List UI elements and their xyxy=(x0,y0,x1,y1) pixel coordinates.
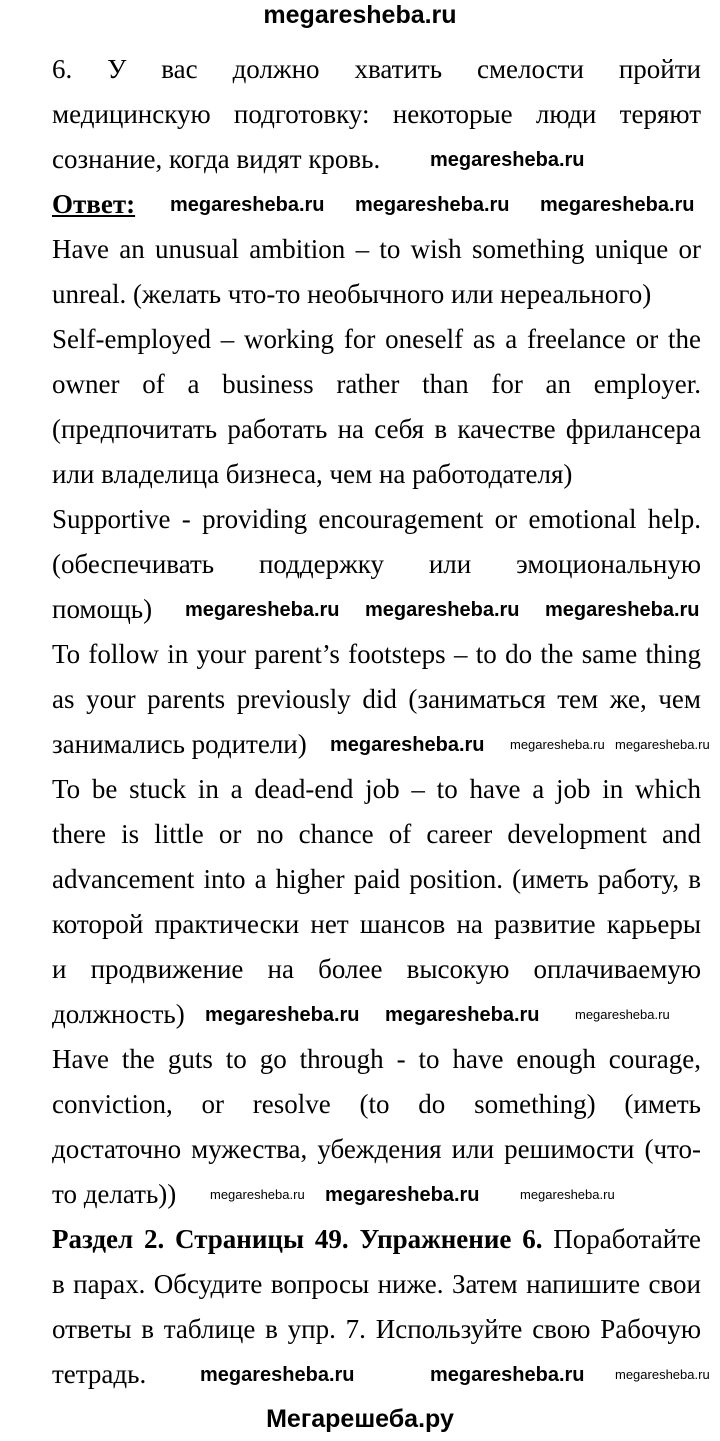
text-line xyxy=(52,92,701,137)
text-line xyxy=(52,47,701,92)
line-text: в парах. Обсудите вопросы ниже. Затем напишите свои xyxy=(52,1269,701,1299)
watermark: megaresheba.ru xyxy=(185,599,340,621)
line-text: (обеспечивать поддержку или эмоциональную xyxy=(52,549,701,579)
text-line xyxy=(52,632,701,677)
text-line xyxy=(52,542,701,587)
text-line xyxy=(52,227,701,272)
text-line xyxy=(52,272,701,317)
line-text: To be stuck in a dead-end job – to have a job in which xyxy=(52,774,701,804)
line-text: помощь) xyxy=(52,594,153,624)
text-line xyxy=(52,1082,701,1127)
text-line xyxy=(52,407,701,452)
text-line xyxy=(52,452,701,497)
text-line xyxy=(52,812,701,857)
line-text: или владелица бизнеса, чем на работодателя) xyxy=(52,459,573,489)
text-line xyxy=(52,1307,701,1352)
line-text: there is little or no chance of career development and xyxy=(52,819,701,849)
line-text: Supportive - providing encouragement or emotional help. xyxy=(52,504,701,534)
text-line xyxy=(52,1127,701,1172)
line-text: 6. У вас должно хватить смелости пройти xyxy=(52,54,701,84)
site-footer: Мегарешеба.ру xyxy=(266,1405,454,1433)
line-text: Have the guts to go through - to have enough courage, xyxy=(52,1044,701,1074)
watermark: megaresheba.ru xyxy=(430,149,585,171)
line-text: advancement into a higher paid position. (иметь работу, в xyxy=(52,864,701,894)
line-text: медицинскую подготовку: некоторые люди теряют xyxy=(52,99,701,129)
line-text: as your parents previously did (заниматься тем же, чем xyxy=(52,684,701,714)
line-text: тетрадь. xyxy=(52,1359,147,1389)
text-line xyxy=(52,1352,701,1397)
line-text: Have an unusual ambition – to wish something unique or xyxy=(52,234,701,264)
text-line xyxy=(52,137,701,182)
text-line xyxy=(52,317,701,362)
watermark: megaresheba.ru xyxy=(200,1364,355,1386)
line-text: достаточно мужества, убеждения или решимости (что- xyxy=(52,1134,701,1164)
text-line xyxy=(52,767,701,812)
line-text: (предпочитать работать на себя в качестве фрилансера xyxy=(52,414,701,444)
text-line xyxy=(52,902,701,947)
line-text: conviction, or resolve (to do something) (иметь xyxy=(52,1089,701,1119)
text-line xyxy=(52,1262,701,1307)
line-text: которой практически нет шансов на развитие карьеры xyxy=(52,909,701,939)
watermark: megaresheba.ru xyxy=(210,1187,305,1202)
watermark: megaresheba.ru xyxy=(385,1004,540,1026)
watermark: megaresheba.ru xyxy=(520,1187,615,1202)
watermark: megaresheba.ru xyxy=(575,1007,670,1022)
watermark: megaresheba.ru xyxy=(510,737,605,752)
watermark: megaresheba.ru xyxy=(355,194,510,216)
line-text: ответы в таблице в упр. 7. Используйте свою Рабочую xyxy=(52,1314,701,1344)
watermark: megaresheba.ru xyxy=(430,1364,585,1386)
watermark: megaresheba.ru xyxy=(330,734,485,756)
watermark: megaresheba.ru xyxy=(615,1367,710,1382)
line-text: занимались родители) xyxy=(52,729,307,759)
text-line xyxy=(52,1217,701,1262)
exercise-heading: Раздел 2. Страницы 49. Упражнение 6. xyxy=(52,1224,543,1254)
line-text: Self-employed – working for oneself as a freelance or the xyxy=(52,324,701,354)
watermark: megaresheba.ru xyxy=(365,599,520,621)
line-text: owner of a business rather than for an employer. xyxy=(52,369,701,399)
watermark: megaresheba.ru xyxy=(545,599,700,621)
line-text: то делать)) xyxy=(52,1179,177,1209)
text-line xyxy=(52,947,701,992)
line-text: должность) xyxy=(52,999,185,1029)
watermark: megaresheba.ru xyxy=(205,1004,360,1026)
watermark: megaresheba.ru xyxy=(615,737,710,752)
line-text: unreal. (желать что-то необычного или нереального) xyxy=(52,279,652,309)
text-line xyxy=(52,857,701,902)
watermark: megaresheba.ru xyxy=(170,194,325,216)
text-line xyxy=(52,497,701,542)
line-text: сознание, когда видят кровь. xyxy=(52,144,381,174)
watermark: megaresheba.ru xyxy=(540,194,695,216)
text-line xyxy=(52,362,701,407)
text-line xyxy=(52,1037,701,1082)
site-header: megaresheba.ru xyxy=(263,1,457,29)
line-text: и продвижение на более высокую оплачиваемую xyxy=(52,954,701,984)
line-text: To follow in your parent’s footsteps – to do the same thing xyxy=(52,639,701,669)
line-text: Поработайте xyxy=(542,1224,701,1254)
line-text: Ответ: xyxy=(52,189,136,219)
text-line xyxy=(52,677,701,722)
watermark: megaresheba.ru xyxy=(325,1184,480,1206)
